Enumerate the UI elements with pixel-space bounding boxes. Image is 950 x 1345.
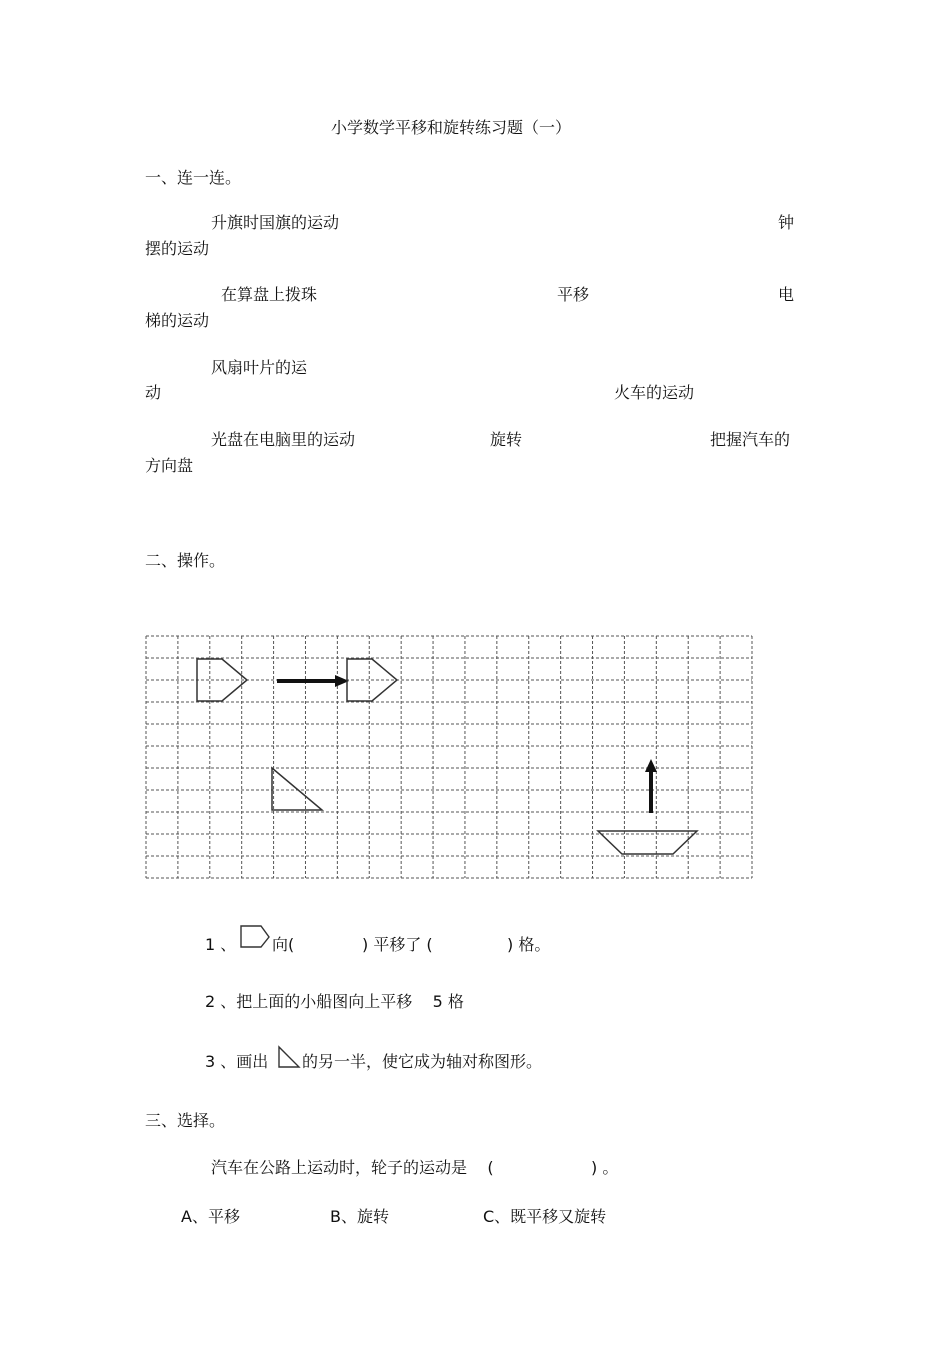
right-item-wheel-1: 把握汽车的 — [710, 430, 791, 449]
q1-prefix: 1 、 — [205, 935, 237, 954]
triangle-shape — [272, 768, 322, 810]
dotted-grid — [145, 635, 753, 883]
section-heading-connect: 一、连一连。 — [145, 168, 242, 187]
triangle-icon — [276, 1044, 302, 1070]
q1-mid: ) 平移了 ( — [362, 935, 433, 954]
option-a: A、平移 — [181, 1207, 240, 1226]
right-item-wheel-2: 方向盘 — [145, 456, 194, 475]
right-item-elevator-2: 梯的运动 — [145, 311, 210, 330]
left-item-cd: 光盘在电脑里的运动 — [211, 430, 356, 449]
left-item-flag: 升旗时国旗的运动 — [211, 213, 340, 232]
middle-item-translation: 平移 — [557, 285, 590, 304]
left-item-abacus: 在算盘上拨珠 — [221, 285, 318, 304]
middle-item-rotation: 旋转 — [490, 430, 523, 449]
q2-text: 2 、把上面的小船图向上平移 5 格 — [205, 992, 464, 1011]
section-heading-operate: 二、操作。 — [145, 551, 226, 570]
option-b: B、旋转 — [330, 1207, 389, 1226]
right-item-pendulum-1: 钟 — [778, 213, 795, 232]
pentagon-icon — [239, 924, 271, 950]
right-item-elevator-1: 电 — [778, 285, 795, 304]
q3-suffix: 的另一半，使它成为轴对称图形。 — [302, 1052, 543, 1071]
right-item-train: 火车的运动 — [614, 383, 695, 402]
choice-question-end: ) 。 — [591, 1158, 619, 1177]
q3-prefix: 3 、画出 — [205, 1052, 269, 1071]
q1-suffix: ) 格。 — [507, 935, 551, 954]
left-item-fan-2: 动 — [145, 383, 162, 402]
arrow-up-head — [645, 759, 657, 772]
right-item-pendulum-2: 摆的运动 — [145, 239, 210, 258]
q1-direction-label: 向( — [272, 935, 295, 954]
choice-question: 汽车在公路上运动时，轮子的运动是 ( — [211, 1158, 494, 1177]
left-item-fan-1: 风扇叶片的运 — [211, 358, 308, 377]
option-c: C、既平移又旋转 — [483, 1207, 607, 1226]
page-title: 小学数学平移和旋转练习题（一） — [331, 118, 572, 137]
section-heading-choose: 三、选择。 — [145, 1111, 226, 1130]
